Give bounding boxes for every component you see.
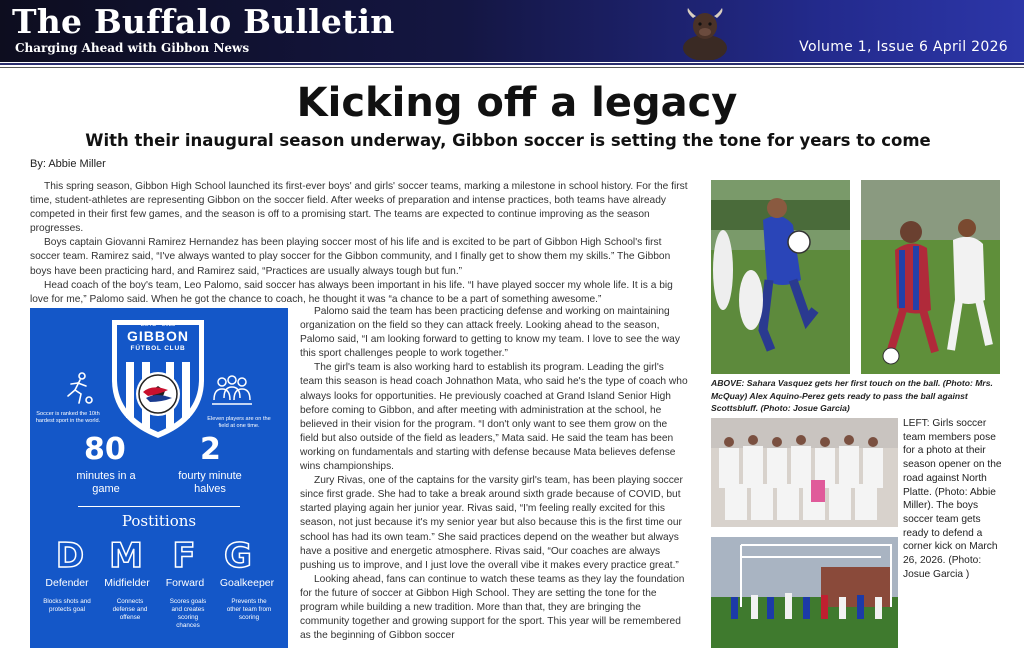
article-paragraph: This spring season, Gibbon High School launched its first-ever boys' and girls' soccer teams, marking a milestone in school history. For the first time, student-athletes are representing Gibbon on the soccer field. After weeks of preparation and intense practices, both teams have already competed in their first few games, and the season is off to a promising start. The teams are expected to continue improving as the season progresses. — [30, 181, 688, 235]
masthead-rule-thin — [0, 67, 1024, 68]
photo-caption-above: ABOVE: Sahara Vasquez gets her first touch on the ball. (Photo: Mrs. McQuay) Alex Aquino-Perez gets ready to pass the ball against Scottsbluff. (Photo: Josue Garcia) — [711, 378, 993, 414]
photo-boys-player-pass — [861, 180, 1000, 374]
photo-girls-player-ball — [711, 180, 850, 374]
issue-info: Volume 1, Issue 6 April 2026 — [799, 39, 1008, 55]
position-name: Forward — [165, 577, 205, 589]
position-letter: G — [224, 536, 252, 576]
article-subheadline: With their inaugural season underway, Gibbon soccer is setting the tone for years to come — [85, 131, 931, 150]
photo-girls-team — [711, 418, 898, 527]
position-name: Midfielder — [104, 577, 150, 589]
article-paragraph: Looking ahead, fans can continue to watch these teams as they lay the foundation for the future of soccer at Gibbon High School. They are setting the tone for the program while building a new tradition. More than that, they are bringing the community together and growing support for the sport. This year will be remembered as the beginning of Gibbon soccer — [300, 573, 685, 642]
crest-name: GIBBON — [127, 328, 189, 344]
position-name: Defender — [45, 577, 89, 589]
masthead-banner — [0, 0, 1024, 62]
stat-minutes-label: minutes in a game — [76, 470, 136, 495]
article-body-top — [30, 180, 690, 307]
article-paragraph: The girl's team is also working hard to establish its program. Leading the girl's team this season is head coach Johnathon Mata, who said he's the type of coach who always looks for opportunities. He previously coached at Grand Island Senior High before coming to Gibbon, and after meeting with administration at the school, he believed in their vision for the program. “I don't only want to see them grow on the field but also outside of the field as leaders,” Mata said. He said the team has been working on fundamentals and starting with defense because Mata believes defense wins championships. — [300, 362, 688, 473]
position-description: Scores goals and creates scoring chances — [169, 598, 207, 629]
article-body-continued — [300, 305, 688, 643]
masthead-rule — [0, 63, 1024, 65]
article-paragraph: Zury Rivas, one of the captains for the varsity girl's team, has been playing soccer since first grade. She had to take a break around sixth grade because of COVID, but started playing again her junior year. Rivas said, “I'm feeling really excited for this season, not just because it's my senior year but also because this is the first time our school has had its own team.” She said practices depend on the weather but always have a positive and energetic atmosphere. Rivas said, “Our coaches are always pushing us to improve, and I just love the overall vibe it makes every practice great.” — [300, 475, 683, 571]
article-paragraph: Boys captain Giovanni Ramirez Hernandez has been playing soccer most of his life and is excited to be part of Gibbon High School's first soccer team. Ramirez said, “I've always wanted to play soccer for the Gibbon community, and I finally get to show them my skills.” The Gibbon boys have been practicing hard, and Ramirez said, “Practices are usually always tough but fun.” — [30, 237, 671, 277]
photo-caption-left: LEFT: Girls soccer team members pose for a photo at their season opener on the road against North Platte. (Photo: Abbie Miller). The boys soccer team gets ready to defend a corner kick on March 26, 2026. (Photo: Josue Garcia ) — [903, 418, 1002, 580]
crest-established: ESTD • 2025 — [140, 322, 176, 328]
positions-divider — [78, 506, 240, 507]
hardest-sport-note: Soccer is ranked the 10th hardest sport in the world. — [35, 411, 101, 424]
buffalo-mascot-icon — [672, 6, 738, 60]
article-paragraph: Palomo said the team has been practicing defense and working on maintaining organization on the field so they can attack freely. Looking ahead to the season, Palomo said, “I am looking forward to getting to know my team. I love to see the way this sport challenges people to work together.” — [300, 306, 680, 360]
positions-title: Postitions — [121, 512, 197, 530]
crest-club-label: FÚTBOL CLUB — [130, 345, 186, 352]
position-description: Prevents the other team from scoring — [226, 598, 272, 621]
article-paragraph: Head coach of the boy's team, Leo Palomo, said soccer has always been important in his life. “I have played soccer my whole life. It is a big love for me,” Palomo said. When he got the chance to coach, he thought it was “a chance to be a part of something awesome.” — [30, 279, 673, 305]
article-headline: Kicking off a legacy — [296, 80, 738, 126]
position-description: Blocks shots and protects goal — [43, 598, 91, 613]
soccer-infographic — [30, 308, 288, 648]
players-on-field-note: Eleven players are on the field at one time. — [207, 416, 271, 429]
position-letter: M — [109, 536, 143, 576]
photo-boys-corner-kick — [711, 537, 898, 648]
stat-minutes-value: 80 — [84, 432, 126, 467]
stat-halves-value: 2 — [200, 432, 221, 467]
position-name: Goalkeeper — [219, 577, 275, 589]
position-letter: F — [172, 536, 196, 576]
newspaper-tagline: Charging Ahead with Gibbon News — [15, 41, 250, 55]
newspaper-title: The Buffalo Bulletin — [12, 2, 395, 41]
position-letter: D — [55, 536, 85, 576]
team-players-icon — [210, 374, 254, 408]
position-description: Connects defense and offense — [112, 598, 148, 621]
article-byline: By: Abbie Miller — [30, 158, 106, 170]
stat-halves-label: fourty minute halves — [178, 470, 242, 495]
running-player-icon — [60, 370, 96, 406]
